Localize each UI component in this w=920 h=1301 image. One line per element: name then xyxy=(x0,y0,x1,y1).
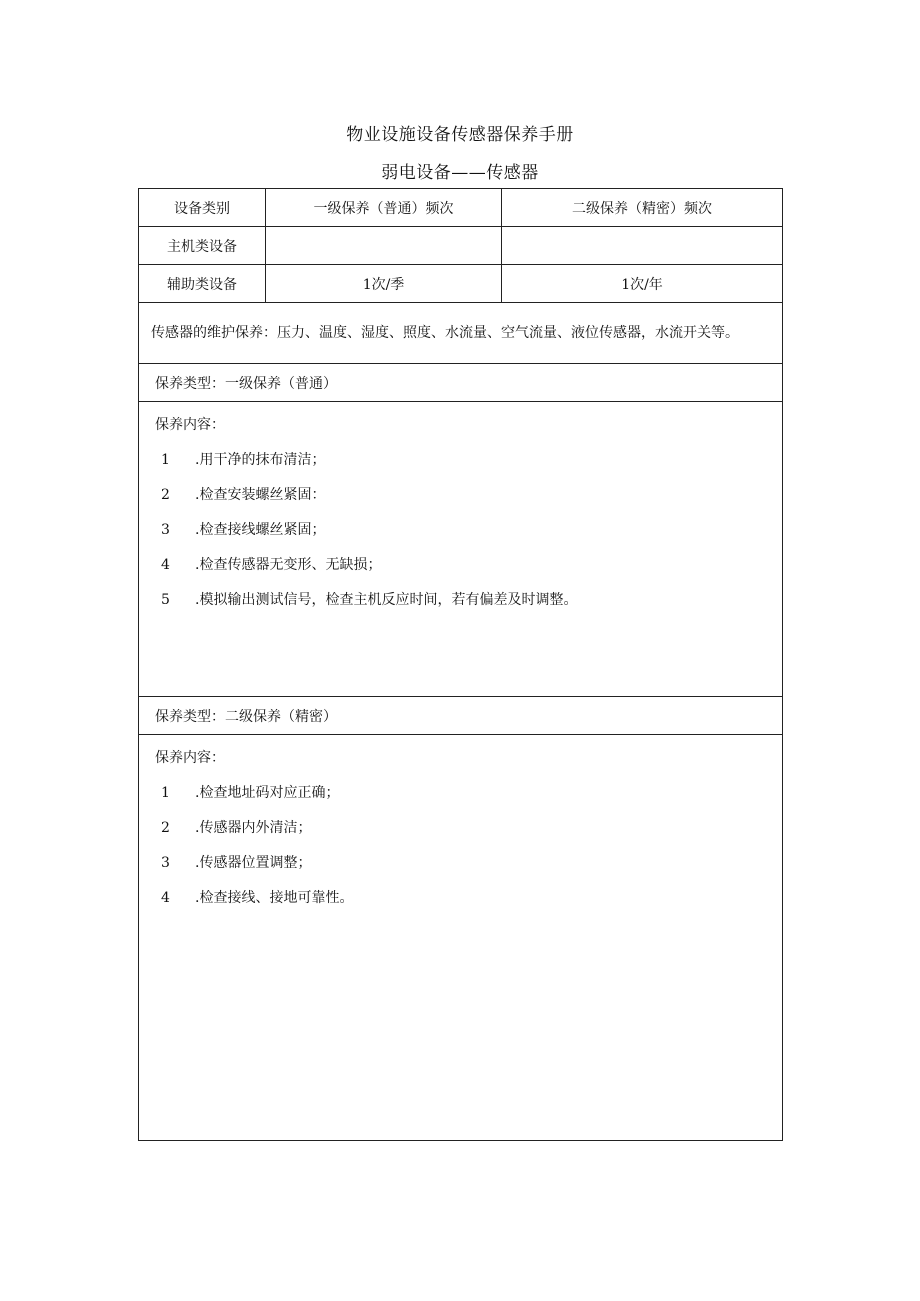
list-item xyxy=(155,449,766,471)
document-subtitle: 弱电设备——传感器 xyxy=(381,163,539,183)
list-item xyxy=(155,852,766,874)
item-text: .传感器位置调整； xyxy=(195,855,312,871)
item-text: .检查安装螺丝紧固： xyxy=(195,487,326,503)
section-type-row xyxy=(139,697,783,735)
content-label: 保养内容： xyxy=(155,417,225,433)
row-level2-value xyxy=(502,227,783,265)
content-label: 保养内容： xyxy=(155,750,225,766)
row-category: 辅助类设备 xyxy=(139,265,266,303)
list-item xyxy=(155,887,766,909)
section-content xyxy=(139,735,783,1141)
item-text: .用干净的抹布清洁； xyxy=(195,452,326,468)
table-header-row xyxy=(139,189,783,227)
row-level1-value xyxy=(266,227,502,265)
section-content-row xyxy=(139,402,783,697)
section-type-label: 保养类型：二级保养（精密） xyxy=(139,697,783,735)
item-number: 4 xyxy=(161,890,170,906)
item-text: .检查接线、接地可靠性。 xyxy=(195,890,354,906)
item-number: 3 xyxy=(161,522,170,538)
maintenance-note: 传感器的维护保养：压力、温度、湿度、照度、水流量、空气流量、液位传感器，水流开关等。 xyxy=(139,303,783,364)
row-level2-value: 1次/年 xyxy=(502,265,783,303)
list-item xyxy=(155,554,766,576)
section-type-row xyxy=(139,364,783,402)
item-number: 4 xyxy=(161,557,170,573)
item-text: .检查传感器无变形、无缺损； xyxy=(195,557,382,573)
item-text: .传感器内外清洁； xyxy=(195,820,312,836)
header-level2-frequency: 二级保养（精密）频次 xyxy=(502,189,783,227)
list-item xyxy=(155,782,766,804)
note-row xyxy=(139,303,783,364)
item-text: .模拟输出测试信号，检查主机反应时间，若有偏差及时调整。 xyxy=(195,592,578,608)
item-text: .检查接线螺丝紧固； xyxy=(195,522,326,538)
section-content-row xyxy=(139,735,783,1141)
maintenance-table xyxy=(138,188,783,1141)
item-number: 2 xyxy=(161,820,170,836)
table-row xyxy=(139,227,783,265)
item-number: 1 xyxy=(161,785,170,801)
list-item xyxy=(155,589,766,611)
header-level1-frequency: 一级保养（普通）频次 xyxy=(266,189,502,227)
list-item xyxy=(155,519,766,541)
list-item xyxy=(155,484,766,506)
item-number: 3 xyxy=(161,855,170,871)
row-level1-value: 1次/季 xyxy=(266,265,502,303)
item-number: 5 xyxy=(161,592,170,608)
item-text: .检查地址码对应正确； xyxy=(195,785,340,801)
section-type-label: 保养类型：一级保养（普通） xyxy=(139,364,783,402)
row-category: 主机类设备 xyxy=(139,227,266,265)
section-content xyxy=(139,402,783,697)
table-row xyxy=(139,265,783,303)
item-number: 1 xyxy=(161,452,170,468)
list-item xyxy=(155,817,766,839)
item-number: 2 xyxy=(161,487,170,503)
document-title: 物业设施设备传感器保养手册 xyxy=(346,125,574,145)
header-category: 设备类别 xyxy=(139,189,266,227)
